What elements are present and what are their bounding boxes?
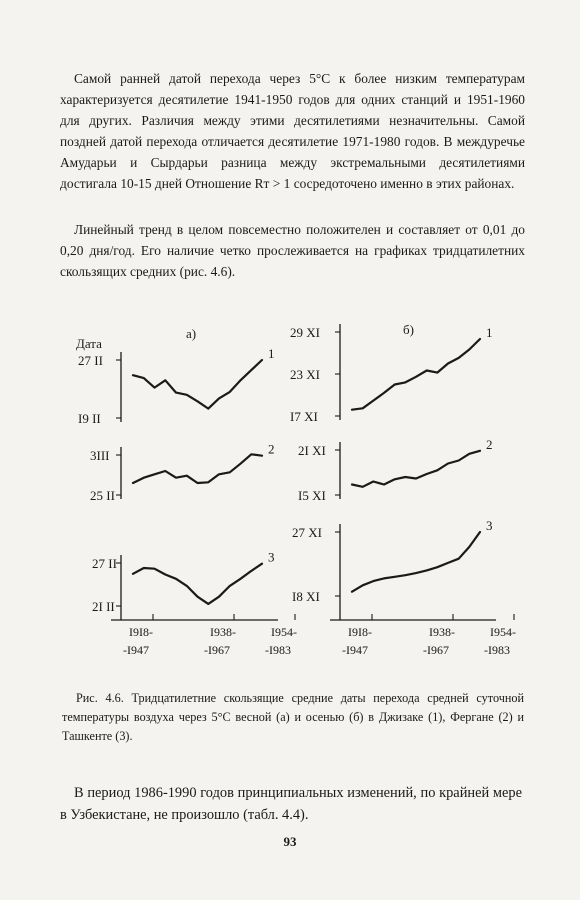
series-label: 2: [268, 441, 275, 457]
x-tick-label-bottom: -I983: [265, 643, 291, 657]
x-tick-label-top: I954-: [490, 625, 516, 639]
panel-label: а): [186, 326, 197, 341]
panel-label: б): [403, 322, 414, 337]
y-tick-label: I9 II: [78, 411, 101, 426]
y-tick-label: 23 XI: [290, 367, 320, 382]
x-tick-label-bottom: -I967: [423, 643, 449, 657]
y-tick-label: 27 II: [92, 556, 117, 571]
body-paragraph-2: Линейный тренд в целом повсеместно положителен и составляет от 0,01 до 0,20 дня/год. Его наличие четко прослеживается на графиках тридцатилетних скользящих средних (рис. 4.6).: [60, 222, 525, 279]
y-tick-label: I5 XI: [298, 488, 326, 503]
x-tick-label-bottom: -I947: [123, 643, 149, 657]
y-tick-label: 2I II: [92, 599, 115, 614]
y-tick-label: 27 XI: [292, 525, 322, 540]
x-tick-label-bottom: -I947: [342, 643, 368, 657]
y-tick-label: 29 XI: [290, 325, 320, 340]
x-tick-label-top: I938-: [210, 625, 236, 639]
figure-caption: Рис. 4.6. Тридцатилетние скользящие средние даты перехода средней суточной температуры воздуха через 5°С весной (а) и осенью (б) в Джизаке (1), Фергане (2) и Ташкенте (3).: [62, 691, 524, 743]
x-tick-label-bottom: -I967: [204, 643, 230, 657]
x-tick-label-top: I938-: [429, 625, 455, 639]
x-tick-label-bottom: -I983: [484, 643, 510, 657]
y-tick-label: I8 XI: [292, 589, 320, 604]
series-label: 3: [268, 549, 275, 565]
x-tick-label-top: I9I8-: [348, 625, 372, 639]
closing-paragraph: В период 1986-1990 годов принципиальных изменений, по крайней мере в Узбекистане, не произошло (табл. 4.4).: [60, 785, 522, 823]
y-tick-label: 27 II: [78, 353, 103, 368]
y-tick-label: 25 II: [90, 488, 115, 503]
y-axis-label: Дата: [76, 336, 102, 351]
series-label: 3: [486, 518, 493, 533]
series-curve-2: [133, 454, 262, 483]
series-curve-1: [133, 360, 262, 409]
y-tick-label: 2I XI: [298, 443, 326, 458]
series-curve-3: [133, 564, 262, 604]
y-tick-label: 3III: [90, 448, 110, 463]
series-curve-1: [352, 339, 480, 410]
figure-4-6: [0, 300, 580, 680]
series-label: 1: [268, 346, 275, 361]
series-label: 1: [486, 325, 493, 340]
series-curve-3: [352, 532, 480, 592]
series-curve-2: [352, 451, 480, 487]
y-tick-label: I7 XI: [290, 409, 318, 424]
page-number: 93: [283, 834, 297, 849]
x-tick-label-top: I954-: [271, 625, 297, 639]
series-label: 2: [486, 436, 493, 452]
x-tick-label-top: I9I8-: [129, 625, 153, 639]
body-paragraph-1: Самой ранней датой перехода через 5°С к более низким температурам характеризуется десятилетие 1941-1950 годов для одних станций и 1951-1960 для других. Различия между этими десятилетиями незначительны. Самой поздней датой перехода отличается десятилетие 1971-1980 годов. В междуречье Амударьи и Сырдарьи разница между экстремальными десятилетиями достигала 10-15 дней Отношение Rт > 1 сосредоточено именно в этих районах.: [60, 71, 525, 191]
